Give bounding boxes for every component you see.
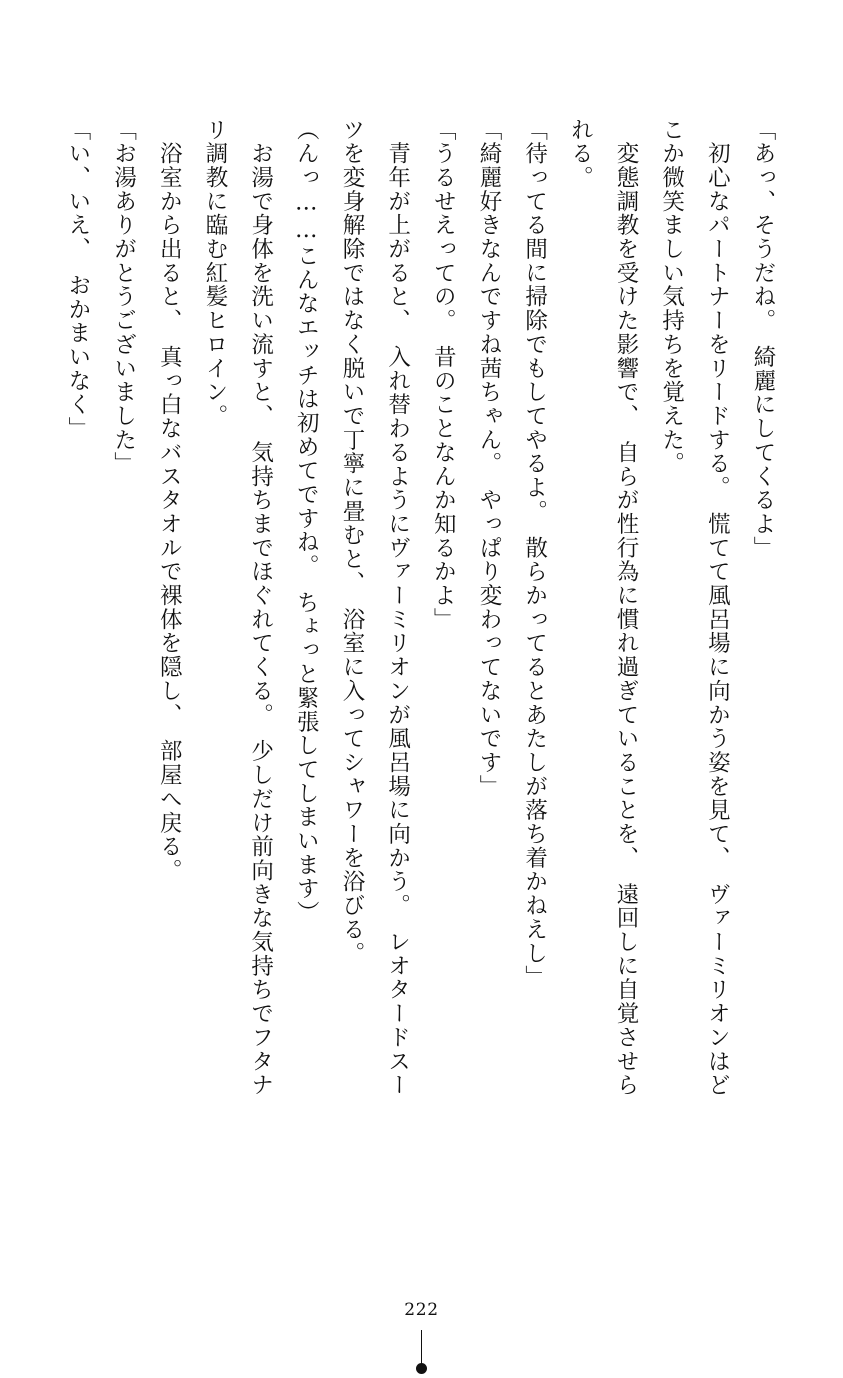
- page-number: 222: [404, 1300, 439, 1320]
- paragraph: れる。: [567, 118, 594, 190]
- paragraph: 「待ってる間に掃除でもしてやるよ。 散らかってるとあたしが落ち着かねえし」: [521, 118, 548, 990]
- footer-dot-decoration: [416, 1363, 427, 1374]
- paragraph: 「お湯ありがとうございました」: [110, 118, 137, 476]
- paragraph: こか微笑ましい気持ちを覚えた。: [658, 118, 685, 476]
- paragraph: リ調教に臨む紅髪ヒロイン。: [201, 118, 228, 429]
- paragraph: 「綺麗好きなんですね茜ちゃん。 やっぱり変わってないです」: [475, 118, 502, 799]
- paragraph: ツを変身解除ではなく脱いで丁寧に畳むと、 浴室に入ってシャワーを浴びる。: [338, 118, 365, 966]
- paragraph: 「うるせえっての。 昔のことなんか知るかよ」: [430, 118, 457, 632]
- paragraph: 「あっ、そうだね。 綺麗にしてくるよ」: [750, 118, 776, 560]
- paragraph: お湯で身体を洗い流すと、 気持ちまでほぐれてくる。 少しだけ前向きな気持ちでフタナ: [247, 118, 274, 1098]
- paragraph: 初心なパートナーをリードする。 慌てて風呂場に向かう姿を見て、 ヴァーミリオンはど: [704, 118, 731, 1098]
- paragraph: 青年が上がると、 入れ替わるようにヴァーミリオンが風呂場に向かう。 レオタードスー: [384, 118, 411, 1098]
- page-text-body: [65, 118, 785, 1248]
- paragraph: 変態調教を受けた影響で、 自らが性行為に慣れ過ぎていることを、 遠回しに自覚させら: [612, 118, 639, 1098]
- paragraph: （んっ……こんなエッチは初めてですね。 ちょっと緊張してしまいます）: [293, 118, 320, 925]
- paragraph: 「い、いえ、 おかまいなく」: [64, 118, 91, 441]
- paragraph: 浴室から出ると、 真っ白なバスタオルで裸体を隠し、 部屋へ戻る。: [156, 118, 183, 883]
